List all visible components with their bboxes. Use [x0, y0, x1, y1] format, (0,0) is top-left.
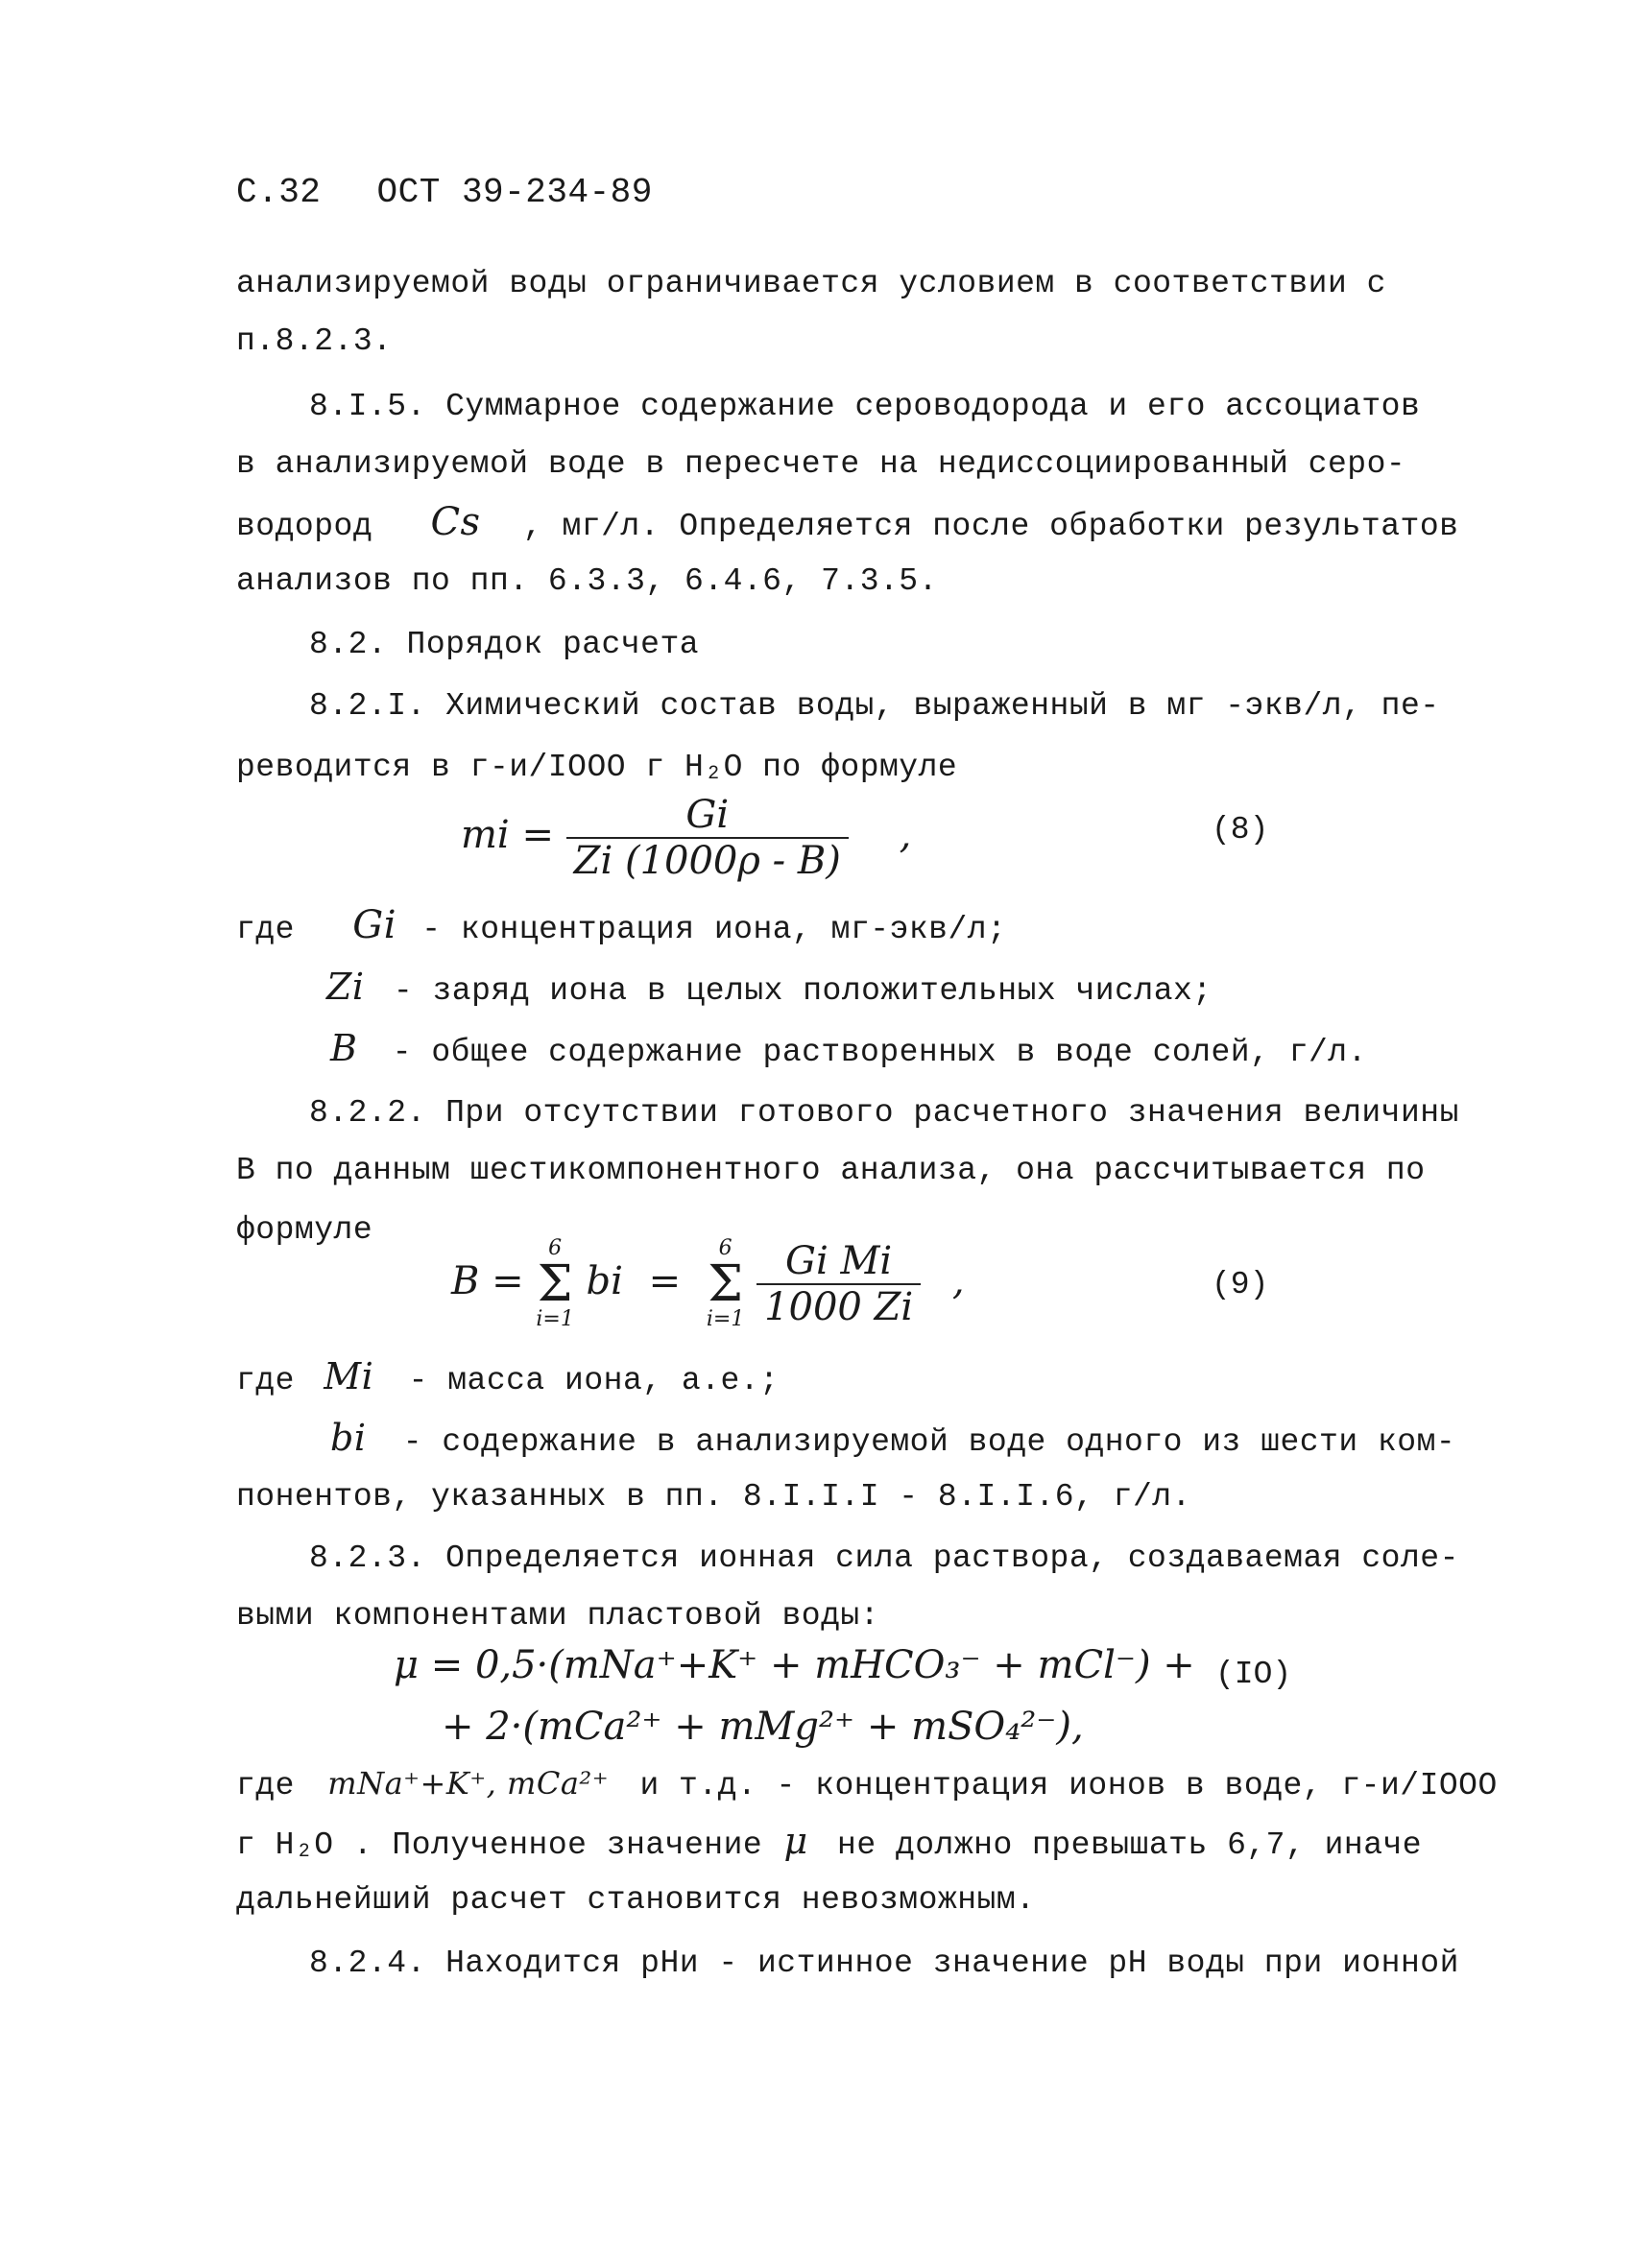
symbol-zi: Zi: [326, 966, 365, 1008]
page-number: С.32: [236, 173, 322, 212]
paragraph-line: [236, 1822, 1422, 1865]
formula-10-line-1: μ = 0,5·(mNa⁺+K⁺ + mHCO₃⁻ + mCl⁻) +: [394, 1643, 1195, 1687]
formula-8: [461, 793, 911, 883]
paragraph-line: анализируемой воды ограничивается условием в соответствии с: [236, 266, 1386, 301]
sum-symbol: 6 Σ i=1: [706, 1236, 745, 1331]
text: не должно превышать 6,7, иначе: [837, 1827, 1423, 1863]
text: - масса иона, а.е.;: [408, 1363, 780, 1398]
paragraph-line: дальнейший расчет становится невозможным.: [236, 1882, 1036, 1918]
paragraph-line: [236, 500, 1459, 546]
definition-zi: [326, 967, 1213, 1011]
symbol-bi: bi: [330, 1417, 367, 1459]
definition-ion-concentrations: [236, 1764, 1498, 1805]
formula-9: [451, 1238, 965, 1330]
formula-lhs: mi =: [461, 813, 554, 857]
fraction: [566, 793, 849, 883]
symbol-b: B: [330, 1027, 358, 1069]
definition-gi: [236, 903, 1007, 949]
definition-b: [330, 1029, 1367, 1072]
paragraph-line: формуле: [236, 1212, 373, 1248]
comma: ,: [899, 813, 912, 857]
sum-upper: 6: [718, 1236, 732, 1260]
text: , мг/л. Определяется после обработки результатов: [522, 509, 1459, 544]
paragraph-line: анализов по пп. 6.3.3, 6.4.6, 7.3.5.: [236, 563, 938, 599]
paragraph-line: в анализируемой воде в пересчете на недиссоциированный серо-: [236, 446, 1406, 482]
equation-number-10: (IO): [1215, 1657, 1292, 1692]
where-label: где: [236, 1363, 295, 1398]
text: и т.д. - концентрация ионов в воде, г-и/IOOO: [639, 1768, 1498, 1803]
numerator: Gi: [685, 793, 730, 837]
section-8-1-5: 8.I.5. Суммарное содержание сероводорода и его ассоциатов: [309, 389, 1421, 424]
definition-bi: [330, 1419, 1455, 1462]
equation-number-9: (9): [1212, 1267, 1269, 1302]
symbol-mu: μ: [783, 1820, 808, 1862]
sum-lower: i=1: [706, 1307, 745, 1331]
symbol-m-ions: mNa⁺+K⁺, mCa²⁺: [327, 1765, 610, 1802]
comma: ,: [951, 1259, 965, 1303]
section-8-2-2: 8.2.2. При отсутствии готового расчетного значения величины: [309, 1095, 1459, 1131]
symbol-cs: Cs: [430, 500, 481, 544]
paragraph-line: выми компонентами пластовой воды:: [236, 1598, 880, 1634]
denominator: 1000 Zi: [756, 1283, 921, 1329]
section-8-2-heading: 8.2. Порядок расчета: [309, 627, 700, 662]
paragraph-line: В по данным шестикомпонентного анализа, она рассчитывается по: [236, 1153, 1426, 1188]
standard-code: ОСТ 39-234-89: [376, 173, 653, 212]
text: - заряд иона в целых положительных числах;: [393, 973, 1213, 1009]
page-header: [236, 173, 687, 212]
text: водород: [236, 509, 373, 544]
numerator: Gi Mi: [785, 1239, 893, 1283]
formula-10-line-2: + 2·(mCa²⁺ + mMg²⁺ + mSO₄²⁻),: [442, 1705, 1084, 1749]
where-label: где: [236, 1768, 295, 1803]
equals: =: [648, 1259, 682, 1303]
sum-upper: 6: [548, 1236, 563, 1260]
text: - содержание в анализируемой воде одного из шести ком-: [402, 1424, 1456, 1460]
paragraph-line: п.8.2.3.: [236, 323, 393, 359]
fraction: [756, 1239, 921, 1329]
denominator: Zi (1000ρ - B): [566, 837, 849, 883]
section-8-2-1: 8.2.I. Химический состав воды, выраженный в мг -экв/л, пе-: [309, 688, 1440, 724]
sum-symbol: 6 Σ i=1: [536, 1236, 574, 1331]
paragraph-line: реводится в г-и/IOOO г H₂O по формуле: [236, 750, 958, 785]
symbol-gi: Gi: [352, 903, 396, 947]
definition-mi: [236, 1357, 779, 1400]
where-label: где: [236, 912, 295, 947]
paragraph-line: понентов, указанных в пп. 8.I.I.I - 8.I.I.6, г/л.: [236, 1479, 1191, 1515]
text: г H₂O . Полученное значение: [236, 1827, 763, 1863]
term: bi: [586, 1259, 623, 1303]
section-8-2-3: 8.2.3. Определяется ионная сила раствора, создаваемая соле-: [309, 1540, 1459, 1576]
sum-lower: i=1: [536, 1307, 574, 1331]
equation-number-8: (8): [1212, 812, 1269, 848]
text: - общее содержание растворенных в воде солей, г/л.: [392, 1035, 1367, 1070]
formula-lhs: B =: [451, 1259, 524, 1303]
symbol-mi: Mi: [324, 1355, 374, 1397]
section-8-2-4: 8.2.4. Находится рНи - истинное значение рН воды при ионной: [309, 1946, 1459, 1981]
text: - концентрация иона, мг-экв/л;: [421, 912, 1007, 947]
